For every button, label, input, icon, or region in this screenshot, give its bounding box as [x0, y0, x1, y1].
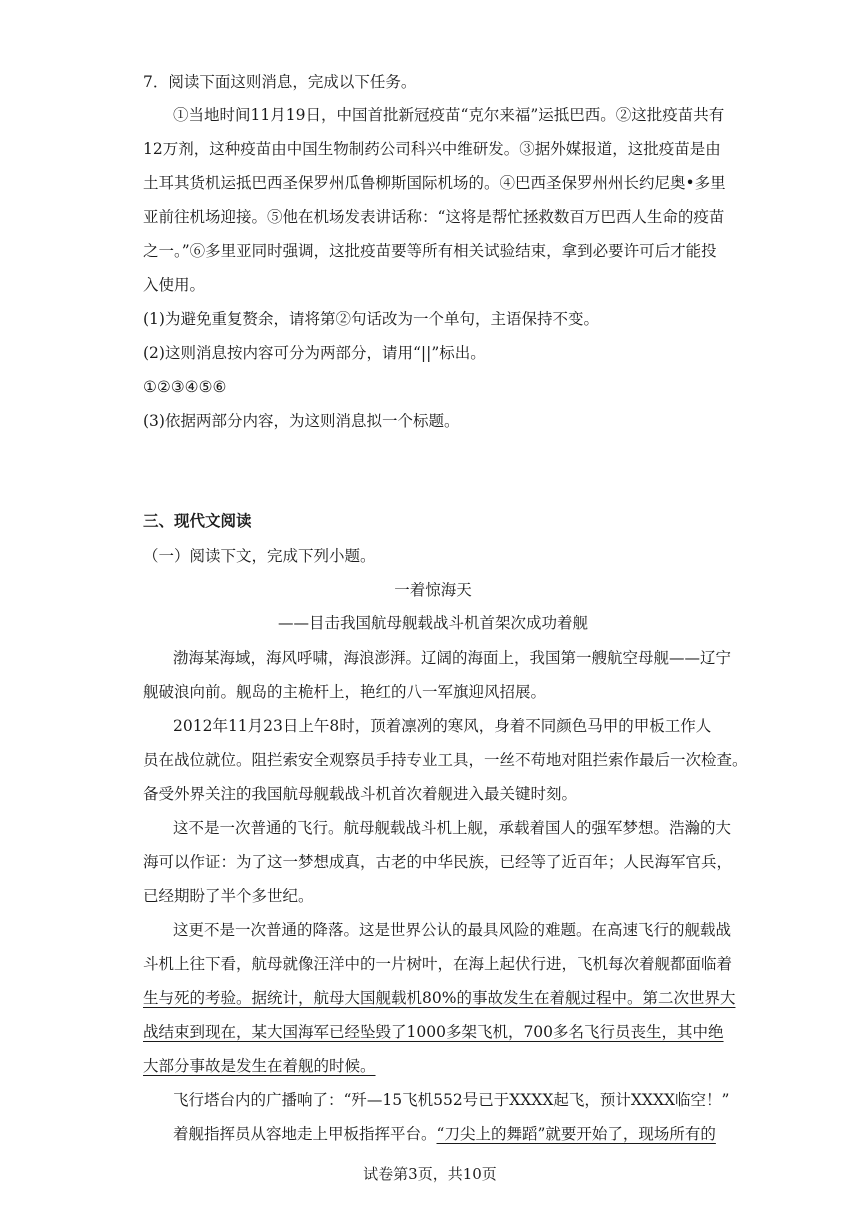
article-text: 着舰指挥员从容地走上甲板指挥平台。: [173, 1125, 437, 1143]
news-line: 入使用。: [143, 276, 206, 294]
question-7-heading: 7．阅读下面这则消息，完成以下任务。: [143, 73, 417, 91]
article-subtitle: ——目击我国航母舰载战斗机首架次成功着舰: [277, 614, 588, 632]
article-line: 飞行塔台内的广播响了：“歼—15飞机552号已于XXXX起飞，预计XXXX临空！”: [173, 1091, 730, 1109]
article-line: [143, 988, 736, 1008]
news-line: 土耳其货机运抵巴西圣保罗州瓜鲁柳斯国际机场的。④巴西圣保罗州州长约尼奥•多里: [143, 174, 726, 192]
article-line: [173, 1124, 723, 1144]
article-line: 斗机上往下看，航母就像汪洋中的一片树叶，在海上起伏行进，飞机每次着舰都面临着: [143, 955, 733, 973]
news-line: 亚前往机场迎接。⑤他在机场发表讲话称：“这将是帮忙拯救数百万巴西人生命的疫苗: [143, 208, 725, 226]
underlined-line: 战结束到现在，某大国海军已经坠毁了1000多架飞机，700多名飞行员丧生，其中绝: [143, 1023, 724, 1041]
task-2: (2)这则消息按内容可分为两部分，请用“||”标出。: [143, 344, 486, 362]
article-line: 这不是一次普通的飞行。航母舰载战斗机上舰，承载着国人的强军梦想。浩瀚的大: [173, 819, 732, 837]
article-line: 这更不是一次普通的降落。这是世界公认的最具风险的难题。在高速飞行的舰载战: [173, 921, 732, 939]
article-line: 已经期盼了半个多世纪。: [143, 887, 314, 905]
article-line: 渤海某海域，海风呼啸，海浪澎湃。辽阔的海面上，我国第一艘航空母舰——辽宁: [173, 649, 732, 667]
page-footer: 试卷第3页，共10页: [363, 1165, 497, 1183]
underlined-text: 大部分事故是发生在着舰的时候。: [143, 1057, 376, 1075]
article-line: 备受外界关注的我国航母舰载战斗机首次着舰进入最关键时刻。: [143, 785, 578, 803]
section-heading: 三、现代文阅读: [143, 512, 252, 530]
underlined-text: “刀尖上的舞蹈”就要开始了，现场所有的: [436, 1125, 716, 1143]
underlined-text: 据统计，航母大国舰载机80%的事故发生在着舰过程中。第二次世界大: [251, 989, 736, 1007]
underlined-text: 生与死的考验。: [143, 989, 252, 1007]
task-3: (3)依据两部分内容，为这则消息拟一个标题。: [143, 412, 460, 430]
article-line: [143, 1056, 723, 1076]
article-line: 员在战位就位。阻拦索安全观察员手持专业工具，一丝不苟地对阻拦索作最后一次检查。: [143, 751, 748, 769]
article-line: 2012年11月23日上午8时，顶着凛冽的寒风，身着不同颜色马甲的甲板工作人: [173, 717, 712, 735]
article-line: 海可以作证：为了这一梦想成真，古老的中华民族，已经等了近百年；人民海军官兵，: [143, 853, 733, 871]
article-title: 一着惊海天: [394, 581, 472, 599]
news-line: 之一。”⑥多里亚同时强调，这批疫苗要等所有相关试验结束，拿到必要许可后才能投: [143, 242, 717, 260]
news-line: ①当地时间11月19日，中国首批新冠疫苗“克尔来福”运抵巴西。②这批疫苗共有: [173, 106, 725, 124]
task-1: (1)为避免重复赘余，请将第②句话改为一个单句，主语保持不变。: [143, 310, 599, 328]
sentence-marks: ①②③④⑤⑥: [143, 378, 227, 396]
news-line: 12万剂，这种疫苗由中国生物制药公司科兴中维研发。③据外媒报道，这批疫苗是由: [143, 140, 721, 158]
section-subheading: （一）阅读下文，完成下列小题。: [143, 547, 376, 565]
article-line: 舰破浪向前。舰岛的主桅杆上，艳红的八一军旗迎风招展。: [143, 683, 547, 701]
